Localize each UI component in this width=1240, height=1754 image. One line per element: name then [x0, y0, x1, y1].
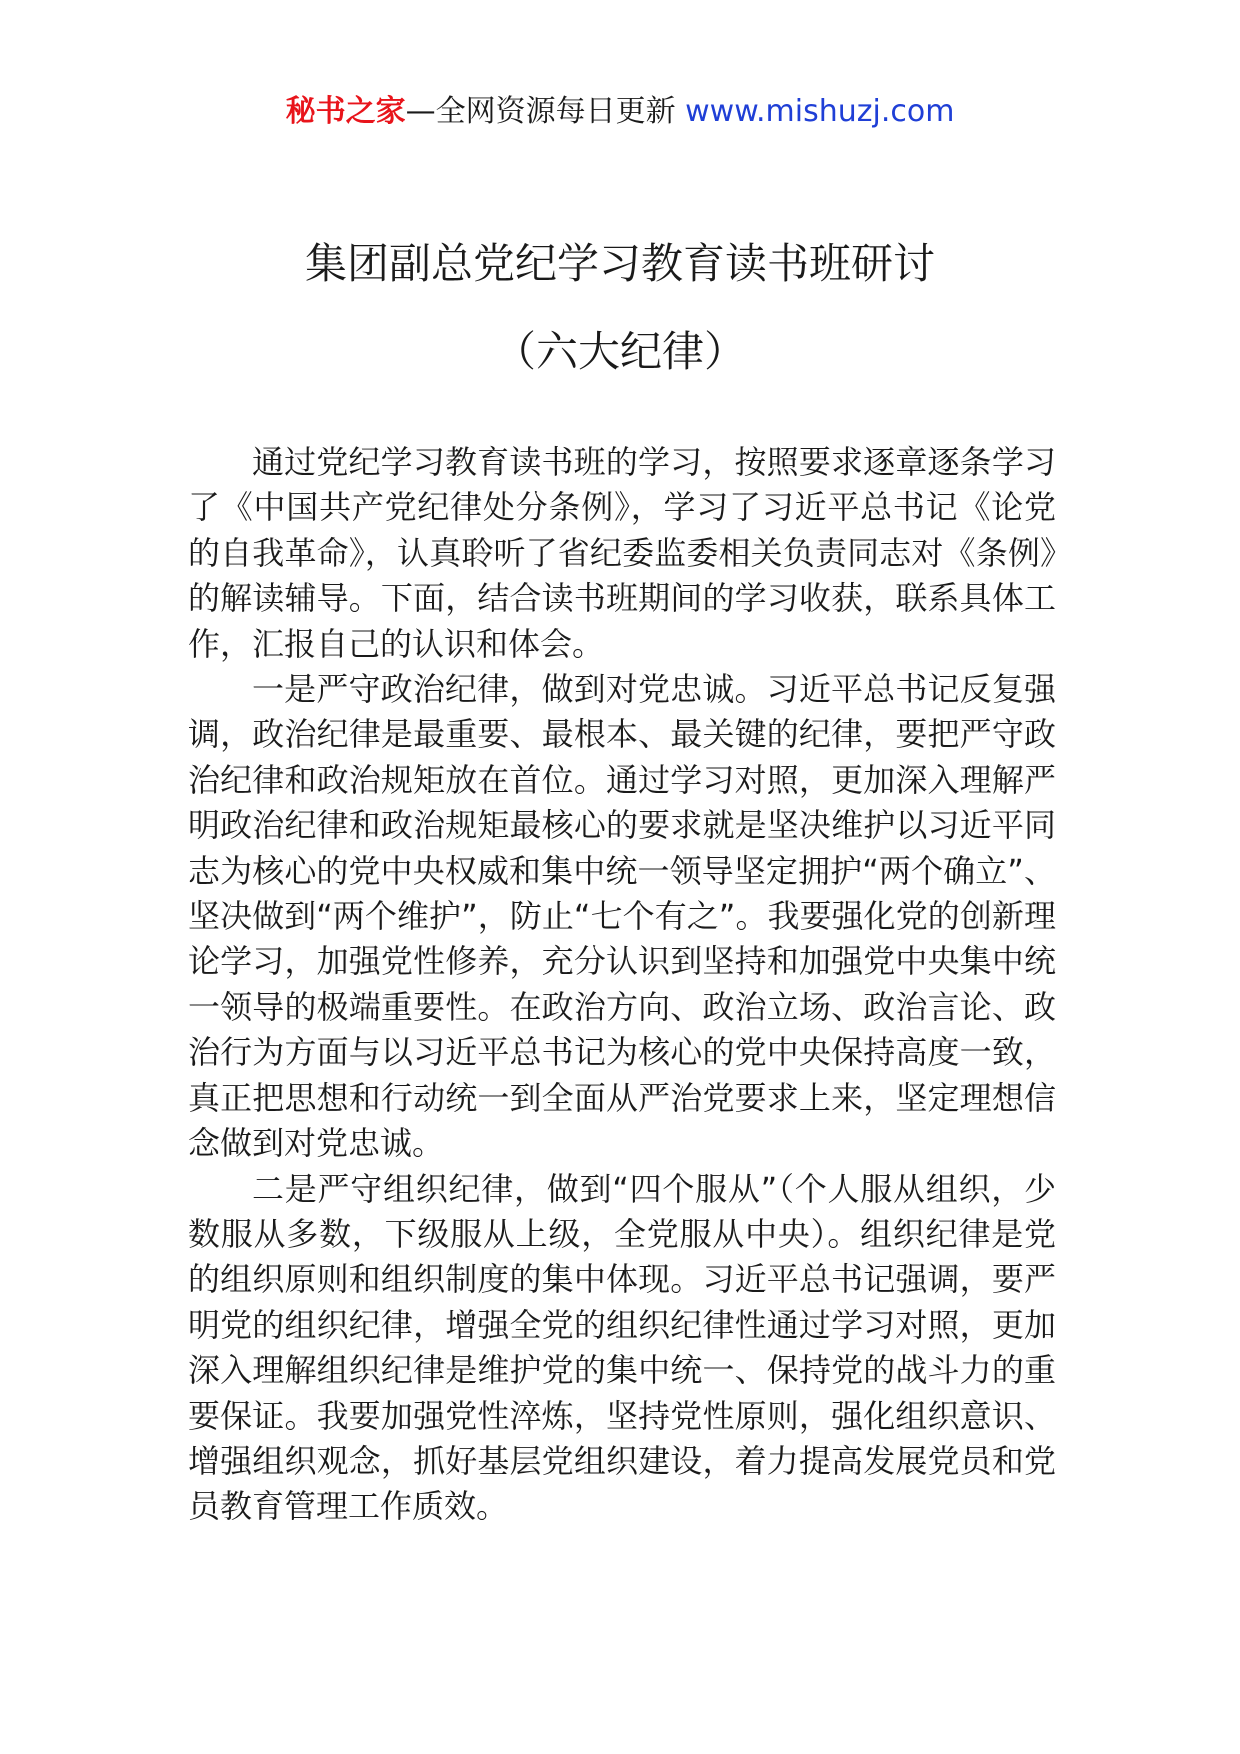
organizational-discipline-paragraph: 二是严守组织纪律，做到“四个服从”（个人服从组织，少数服从多数，下级服从上级，全党服从中央）。组织纪律是党的组织原则和组织制度的集中体现。习近平总书记强调，要严明党的组织纪律，增强全党的组织纪律性通过学习对照，更加深入理解组织纪律是维护党的集中统一、保持党的战斗力的重要保证。我要加强党性淬炼，坚持党性原则，强化组织意识、增强组织观念，抓好基层党组织建设，着力提高发展党员和党员教育管理工作质效。: [188, 1169, 1056, 1526]
header-slogan: —全网资源每日更新: [405, 94, 686, 129]
site-header: [0, 90, 1240, 134]
political-discipline-paragraph: 一是严守政治纪律，做到对党忠诚。习近平总书记反复强调，政治纪律是最重要、最根本、最关键的纪律，要把严守政治纪律和政治规矩放在首位。通过学习对照，更加深入理解严明政治纪律和政治规矩最核心的要求就是坚决维护以习近平同志为核心的党中央权威和集中统一领导坚定拥护“两个确立”、坚决做到“两个维护”，防止“七个有之”。我要强化党的创新理论学习，加强党性修养，充分认识到坚持和加强党中央集中统一领导的极端重要性。在政治方向、政治立场、政治言论、政治行为方面与以习近平总书记为核心的党中央保持高度一致，真正把思想和行动统一到全面从严治党要求上来，坚定理想信念做到对党忠诚。: [188, 670, 1056, 1163]
document-title: 集团副总党纪学习教育读书班研讨: [304, 239, 935, 288]
document-subtitle: （六大纪律）: [493, 327, 746, 376]
site-url-link[interactable]: www.mishuzj.com: [685, 94, 955, 129]
intro-paragraph: 通过党纪学习教育读书班的学习，按照要求逐章逐条学习了《中国共产党纪律处分条例》，学习了习近平总书记《论党的自我革命》，认真聆听了省纪委监委相关负责同志对《条例》的解读辅导。下面，结合读书班期间的学习收获，联系具体工作，汇报自己的认识和体会。: [188, 443, 1056, 663]
brand-name: 秘书之家: [285, 94, 406, 129]
document-body: [188, 440, 1056, 1530]
